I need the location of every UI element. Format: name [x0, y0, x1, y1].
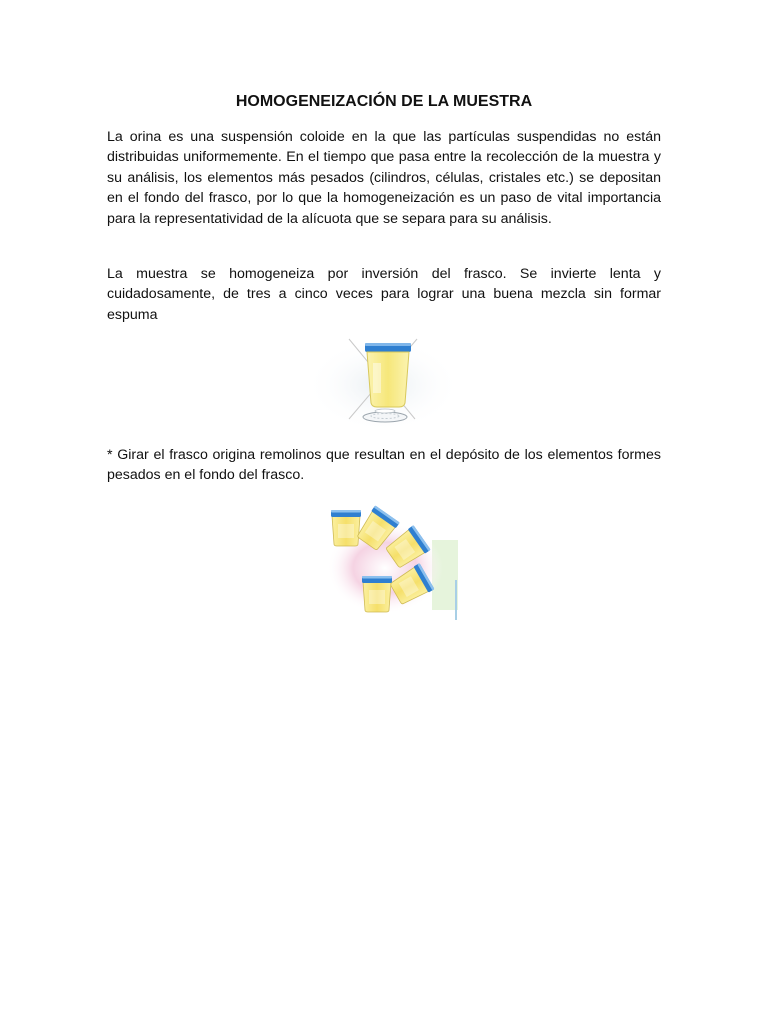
paragraph-inversion-method: La muestra se homogeneiza por inversión del frasco. Se invierte lenta y cuidadosamente, de tres a cinco veces para lograr una buena mezcla sin formar espuma — [107, 266, 661, 323]
paragraph-swirl-note: * Girar el frasco origina remolinos que resultan en el depósito de los elementos formes pesados en el fondo del frasco. — [107, 447, 661, 484]
paragraph-sample-suspension: La orina es una suspensión coloide en la que las partículas suspendidas no están distribuidas uniformemente. En el tiempo que pasa entre la recolección de la muestra y su análisis, los elementos más pesados (cilindros, células, cristales etc.) se depositan en el fondo del frasco, por lo que la homogeneización es un paso de vital importancia para la representatividad de la alícuota que se separa para su análisis. — [107, 129, 661, 227]
specimen-jars-swirl-icon — [310, 500, 460, 622]
page-title: HOMOGENEIZACIÓN DE LA MUESTRA — [235, 93, 533, 110]
specimen-jar-inversion-icon — [303, 335, 463, 435]
